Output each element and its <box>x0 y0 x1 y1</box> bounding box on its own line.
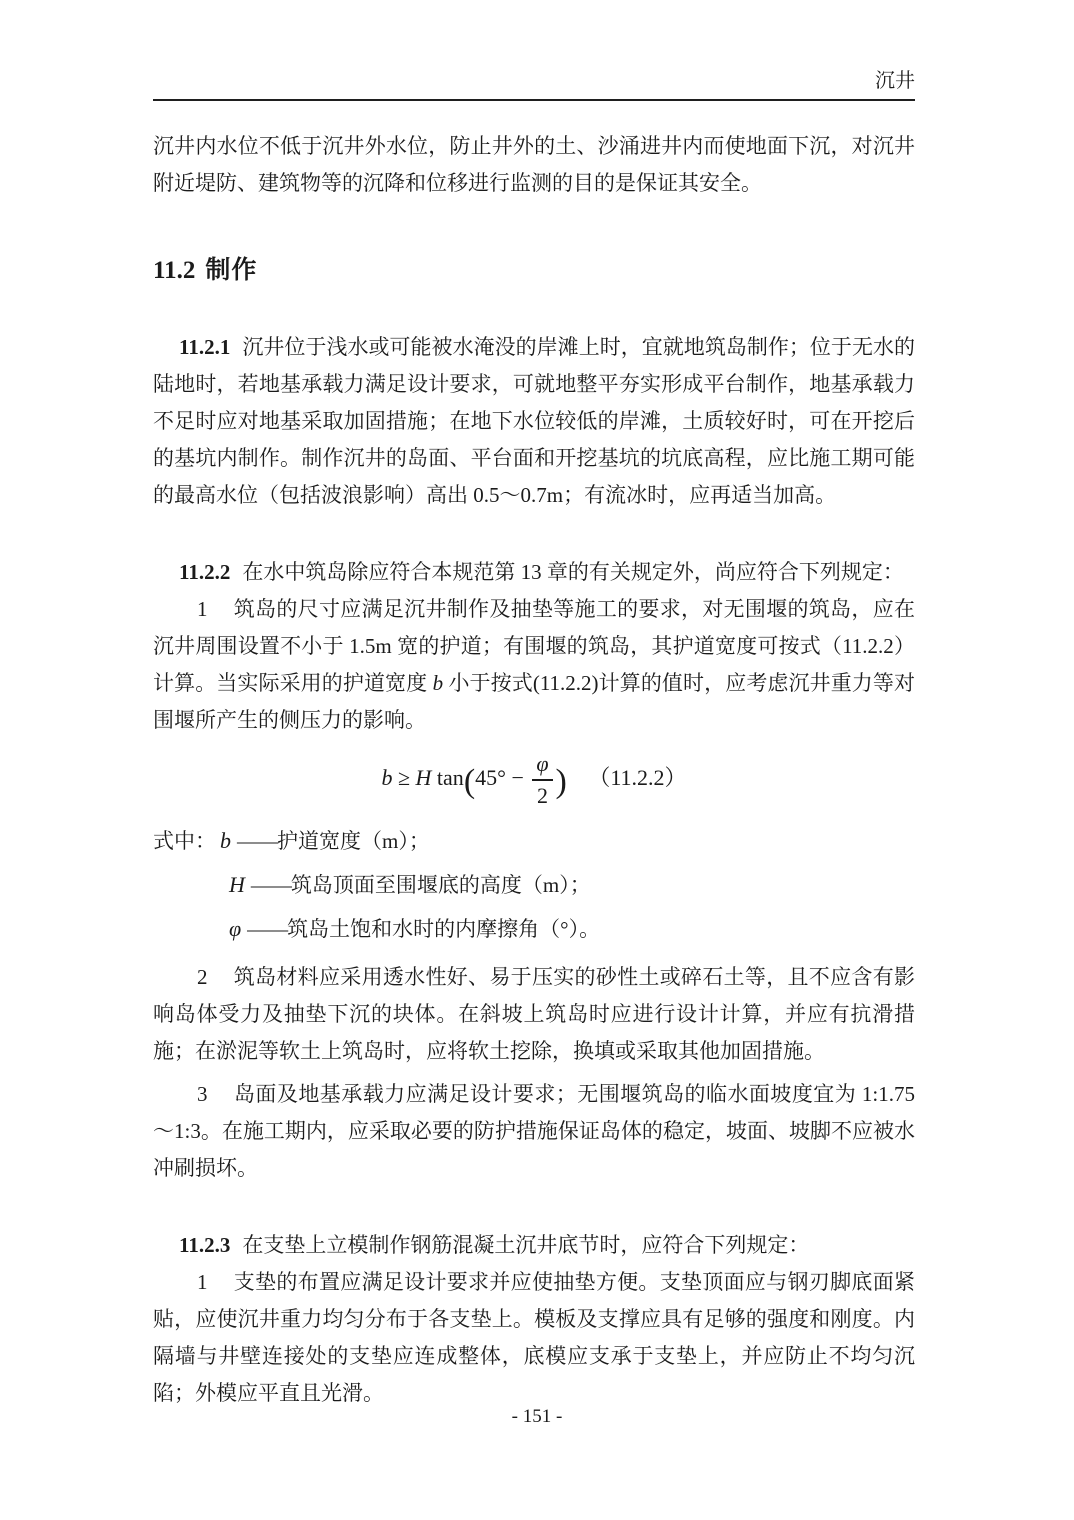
header-rule <box>153 99 915 101</box>
math-variable-phi: φ <box>229 916 242 941</box>
list-item-1 <box>153 1264 915 1412</box>
where-label: 式中： <box>153 829 216 853</box>
page-content <box>153 0 915 1412</box>
where-dash: —— <box>250 873 291 897</box>
clause-number: 11.2.3 <box>179 1233 231 1257</box>
list-item-2 <box>153 959 915 1070</box>
clause-text: 沉井位于浅水或可能被水淹没的岸滩上时，宜就地筑岛制作；位于无水的陆地时，若地基承载力满足设计要求，可就地整平夯实形成平台制作，地基承载力不足时应对地基采取加固措施；在地下水位较低的岸滩，土质较好时，可在开挖后的基坑内制作。制作沉井的岛面、平台面和开挖基坑的坑底高程，应比施工期可能的最高水位（包括波浪影响）高出 0.5～0.7m；有流冰时，应再适当加高。 <box>153 335 915 507</box>
math-variable-b: b <box>220 828 231 853</box>
running-header <box>153 0 915 92</box>
section-title: 制作 <box>205 256 258 284</box>
where-clause-b <box>153 819 915 863</box>
tan-function: tan <box>436 765 464 791</box>
clause-11-2-1 <box>153 329 915 514</box>
clause-number: 11.2.1 <box>179 335 231 359</box>
section-number: 11.2 <box>153 257 196 284</box>
math-variable-b: b <box>432 671 444 695</box>
item-number: 2 <box>197 965 208 989</box>
where-dash: —— <box>237 829 277 853</box>
where-clause-H <box>153 863 915 907</box>
intro-paragraph: 沉井内水位不低于沉井外水位，防止井外的土、沙涌进井内而使地面下沉，对沉井附近堤防、建筑物等的沉降和位移进行监测的目的是保证其安全。 <box>153 134 915 195</box>
item-number: 1 <box>197 597 208 621</box>
relation-symbol: ≥ <box>397 765 411 791</box>
fraction-phi-over-2 <box>532 751 552 809</box>
where-dash: —— <box>247 917 288 941</box>
list-item-1 <box>153 591 915 739</box>
fraction-numerator: φ <box>532 751 552 781</box>
where-description: 筑岛顶面至围堰底的高度（m）； <box>290 873 591 897</box>
item-text: 筑岛的尺寸应满足沉井制作及抽垫等施工的要求，对无围堰的筑岛，应在沉井周围设置不小于 1.5m 宽的护道；有围堰的筑岛，其护道宽度可按式（11.2.2）计算。当实际采用的护道宽度 <box>153 597 915 695</box>
header-title: 沉井 <box>875 70 915 92</box>
section-heading <box>153 256 915 285</box>
clause-11-2-3 <box>153 1227 915 1264</box>
equation-number: （11.2.2） <box>588 765 687 791</box>
list-item-3 <box>153 1076 915 1187</box>
item-text: 筑岛材料应采用透水性好、易于压实的砂性土或碎石土等，且不应含有影响岛体受力及抽垫下沉的块体。在斜坡上筑岛时应进行设计计算，并应有抗滑措施；在淤泥等软土上筑岛时，应将软土挖除，换填或采取其他加固措施。 <box>153 965 915 1063</box>
item-text: 支垫的布置应满足设计要求并应使抽垫方便。支垫顶面应与钢刃脚底面紧贴，应使沉井重力均匀分布于各支垫上。模板及支撑应具有足够的强度和刚度。内隔墙与井壁连接处的支垫应连成整体，底模应支承于支垫上，并应防止不均匀沉陷；外模应平直且光滑。 <box>153 1270 915 1405</box>
item-text: 小于按式(11.2.2)计算的值时，应考虑沉井重力等对围堰所产生的侧压力的影响。 <box>153 671 915 732</box>
item-number: 3 <box>197 1082 208 1106</box>
item-text: 岛面及地基承载力应满足设计要求；无围堰筑岛的临水面坡度宜为 1:1.75～1:3。在施工期内，应采取必要的防护措施保证岛体的稳定，坡面、坡脚不应被水冲刷损坏。 <box>153 1082 915 1180</box>
where-description: 筑岛土饱和水时的内摩擦角（°）。 <box>287 917 601 941</box>
where-clause-phi <box>153 907 915 951</box>
formula-11-2-2 <box>153 751 915 809</box>
fraction-denominator: 2 <box>536 783 548 808</box>
clause-text: 在支垫上立模制作钢筋混凝土沉井底节时，应符合下列规定： <box>242 1233 810 1257</box>
math-variable-b: b <box>381 765 393 791</box>
clause-text: 在水中筑岛除应符合本规范第 13 章的有关规定外，尚应符合下列规定： <box>242 560 904 584</box>
item-number: 1 <box>197 1270 208 1294</box>
close-paren: ) <box>555 763 567 801</box>
math-variable-H: H <box>415 765 432 791</box>
clause-number: 11.2.2 <box>179 560 231 584</box>
angle-term: 45° − <box>475 765 524 791</box>
open-paren: ( <box>463 763 476 801</box>
footer-page-number: - 151 - <box>511 1406 563 1427</box>
clause-11-2-2 <box>153 554 915 591</box>
where-description: 护道宽度（m）； <box>277 829 430 853</box>
math-variable-H: H <box>229 872 245 897</box>
